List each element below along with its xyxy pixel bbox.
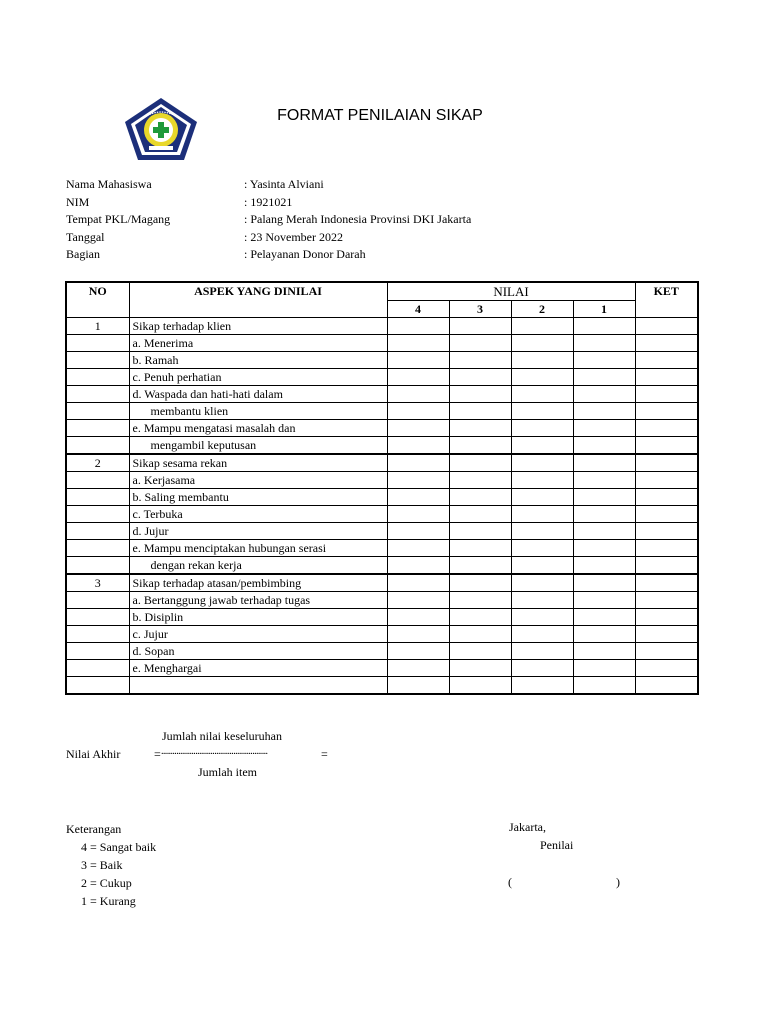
col-header-nilai: NILAI	[387, 282, 635, 301]
ket-cell	[635, 472, 698, 489]
score-cell	[573, 318, 635, 335]
score-cell	[449, 335, 511, 352]
score-cell	[573, 352, 635, 369]
table-row	[66, 420, 698, 437]
table-row	[66, 592, 698, 609]
row-number	[66, 420, 129, 437]
score-cell	[511, 335, 573, 352]
table-row	[66, 574, 698, 592]
table-row	[66, 660, 698, 677]
info-label: Tanggal	[66, 229, 105, 244]
ket-cell	[635, 677, 698, 695]
score-cell	[449, 643, 511, 660]
ket-cell	[635, 557, 698, 575]
ket-cell	[635, 660, 698, 677]
formula-equals: =	[154, 747, 161, 761]
ket-cell	[635, 506, 698, 523]
row-number	[66, 437, 129, 455]
score-cell	[449, 352, 511, 369]
ket-cell	[635, 454, 698, 472]
legend-item: 2 = Cukup	[81, 876, 132, 890]
row-number	[66, 540, 129, 557]
row-number	[66, 489, 129, 506]
score-cell	[387, 472, 449, 489]
score-cell	[387, 420, 449, 437]
info-value: : Palang Merah Indonesia Provinsi DKI Jakarta	[244, 212, 472, 226]
score-cell	[573, 677, 635, 695]
score-cell	[387, 318, 449, 335]
table-row	[66, 540, 698, 557]
aspect-text: a. Kerjasama	[129, 472, 387, 489]
score-cell	[449, 420, 511, 437]
score-cell	[511, 420, 573, 437]
row-number	[66, 626, 129, 643]
table-row	[66, 386, 698, 403]
col-header-aspek: ASPEK YANG DINILAI	[129, 282, 387, 318]
row-number	[66, 403, 129, 420]
score-cell	[387, 386, 449, 403]
score-cell	[449, 386, 511, 403]
score-cell	[449, 660, 511, 677]
score-cell	[387, 335, 449, 352]
score-header: 4	[387, 301, 449, 318]
table-row	[66, 437, 698, 455]
table-row	[66, 318, 698, 335]
ket-cell	[635, 523, 698, 540]
score-cell	[511, 352, 573, 369]
score-cell	[449, 523, 511, 540]
aspect-text: b. Ramah	[129, 352, 387, 369]
score-cell	[511, 609, 573, 626]
legend-item: 3 = Baik	[81, 858, 123, 872]
page-title: FORMAT PENILAIAN SIKAP	[277, 107, 483, 124]
aspect-text: b. Disiplin	[129, 609, 387, 626]
score-cell	[449, 318, 511, 335]
score-cell	[449, 609, 511, 626]
score-cell	[573, 437, 635, 455]
aspect-text: c. Terbuka	[129, 506, 387, 523]
score-cell	[573, 574, 635, 592]
aspect-text: d. Sopan	[129, 643, 387, 660]
score-cell	[573, 472, 635, 489]
student-info	[66, 176, 666, 264]
score-cell	[387, 660, 449, 677]
signature-close-paren: )	[616, 875, 620, 889]
score-cell	[449, 677, 511, 695]
score-header: 2	[511, 301, 573, 318]
score-cell	[511, 626, 573, 643]
table-row	[66, 643, 698, 660]
aspect-text: c. Penuh perhatian	[129, 369, 387, 386]
ket-cell	[635, 352, 698, 369]
row-number	[66, 472, 129, 489]
score-cell	[511, 540, 573, 557]
score-cell	[387, 489, 449, 506]
info-value: : Yasinta Alviani	[244, 177, 324, 191]
legend	[66, 820, 156, 910]
score-cell	[511, 660, 573, 677]
score-cell	[511, 506, 573, 523]
row-number: 1	[66, 318, 129, 335]
score-cell	[573, 592, 635, 609]
formula-numerator: Jumlah nilai keseluruhan	[162, 729, 282, 743]
score-cell	[511, 403, 573, 420]
score-cell	[511, 369, 573, 386]
score-cell	[449, 626, 511, 643]
score-cell	[573, 369, 635, 386]
score-cell	[387, 574, 449, 592]
signature-role: Penilai	[540, 838, 574, 852]
aspect-text: Sikap terhadap atasan/pembimbing	[129, 574, 387, 592]
score-cell	[573, 626, 635, 643]
ket-cell	[635, 437, 698, 455]
ket-cell	[635, 386, 698, 403]
aspect-text: a. Menerima	[129, 335, 387, 352]
score-header: 1	[573, 301, 635, 318]
ket-cell	[635, 335, 698, 352]
ket-cell	[635, 403, 698, 420]
row-number	[66, 643, 129, 660]
ket-cell	[635, 318, 698, 335]
score-cell	[511, 677, 573, 695]
ket-cell	[635, 369, 698, 386]
info-row	[66, 229, 666, 247]
score-cell	[573, 454, 635, 472]
score-cell	[387, 437, 449, 455]
score-cell	[511, 574, 573, 592]
score-cell	[573, 403, 635, 420]
ket-cell	[635, 574, 698, 592]
score-cell	[387, 369, 449, 386]
info-value: : 23 November 2022	[244, 229, 343, 244]
score-cell	[573, 643, 635, 660]
score-cell	[511, 454, 573, 472]
score-cell	[449, 437, 511, 455]
ket-cell	[635, 609, 698, 626]
score-cell	[573, 386, 635, 403]
signature-open-paren: (	[508, 875, 512, 889]
row-number	[66, 506, 129, 523]
score-cell	[511, 643, 573, 660]
score-cell	[449, 557, 511, 575]
table-row	[66, 506, 698, 523]
score-cell	[449, 472, 511, 489]
score-cell	[573, 420, 635, 437]
score-cell	[573, 609, 635, 626]
table-row	[66, 489, 698, 506]
aspect-text: c. Jujur	[129, 626, 387, 643]
aspect-text: e. Mampu menciptakan hubungan serasi	[129, 540, 387, 557]
score-cell	[387, 523, 449, 540]
score-cell	[511, 592, 573, 609]
aspect-text: e. Mampu mengatasi masalah dan	[129, 420, 387, 437]
score-cell	[449, 540, 511, 557]
score-cell	[573, 506, 635, 523]
row-number	[66, 369, 129, 386]
score-cell	[387, 403, 449, 420]
row-number	[66, 592, 129, 609]
info-value: : 1921021	[244, 194, 293, 209]
score-cell	[387, 352, 449, 369]
col-header-ket: KET	[635, 282, 698, 318]
table-row	[66, 403, 698, 420]
score-cell	[511, 437, 573, 455]
table-row	[66, 677, 698, 695]
score-header: 3	[449, 301, 511, 318]
institution-logo	[123, 96, 199, 162]
score-cell	[573, 489, 635, 506]
info-row	[66, 246, 666, 264]
table-row	[66, 335, 698, 352]
score-cell	[449, 506, 511, 523]
info-row	[66, 176, 666, 194]
row-number	[66, 335, 129, 352]
score-cell	[511, 489, 573, 506]
legend-item: 4 = Sangat baik	[81, 840, 157, 854]
aspect-text: b. Saling membantu	[129, 489, 387, 506]
ket-cell	[635, 540, 698, 557]
aspect-text: Sikap sesama rekan	[129, 454, 387, 472]
info-value: : Pelayanan Donor Darah	[244, 247, 366, 261]
score-cell	[449, 369, 511, 386]
score-cell	[511, 386, 573, 403]
score-cell	[449, 574, 511, 592]
formula-fraction-line: ........................................................	[161, 746, 268, 757]
score-cell	[387, 506, 449, 523]
score-cell	[573, 523, 635, 540]
aspect-text: a. Bertanggung jawab terhadap tugas	[129, 592, 387, 609]
formula-denominator: Jumlah item	[198, 765, 257, 779]
table-row	[66, 472, 698, 489]
score-cell	[387, 540, 449, 557]
ket-cell	[635, 420, 698, 437]
score-cell	[511, 523, 573, 540]
score-cell	[387, 643, 449, 660]
score-cell	[449, 403, 511, 420]
table-row	[66, 557, 698, 575]
row-number	[66, 677, 129, 695]
score-cell	[449, 592, 511, 609]
aspect-text	[129, 677, 387, 695]
table-row	[66, 609, 698, 626]
info-row	[66, 194, 666, 212]
aspect-text: dengan rekan kerja	[129, 557, 387, 575]
ket-cell	[635, 643, 698, 660]
score-cell	[387, 677, 449, 695]
score-cell	[573, 335, 635, 352]
score-cell	[387, 592, 449, 609]
score-cell	[449, 454, 511, 472]
aspect-text: d. Waspada dan hati-hati dalam	[129, 386, 387, 403]
row-number: 2	[66, 454, 129, 472]
score-cell	[387, 609, 449, 626]
ket-cell	[635, 592, 698, 609]
row-number	[66, 386, 129, 403]
ket-cell	[635, 489, 698, 506]
signature-place: Jakarta,	[509, 820, 546, 834]
score-cell	[511, 472, 573, 489]
assessment-table	[65, 281, 699, 695]
row-number	[66, 523, 129, 540]
aspect-text: membantu klien	[129, 403, 387, 420]
aspect-text: Sikap terhadap klien	[129, 318, 387, 335]
info-label: NIM	[66, 194, 90, 209]
formula-equals: =	[321, 747, 328, 761]
aspect-text: d. Jujur	[129, 523, 387, 540]
score-cell	[511, 318, 573, 335]
info-label: Tempat PKL/Magang	[66, 212, 171, 226]
score-cell	[387, 626, 449, 643]
aspect-text: e. Menghargai	[129, 660, 387, 677]
info-row	[66, 211, 666, 229]
row-number	[66, 352, 129, 369]
score-cell	[449, 489, 511, 506]
score-cell	[387, 557, 449, 575]
formula-label: Nilai Akhir	[66, 747, 121, 761]
table-row	[66, 369, 698, 386]
score-cell	[511, 557, 573, 575]
aspect-text: mengambil keputusan	[129, 437, 387, 455]
ket-cell	[635, 626, 698, 643]
score-cell	[573, 660, 635, 677]
score-cell	[573, 557, 635, 575]
table-row	[66, 523, 698, 540]
score-cell	[387, 454, 449, 472]
table-row	[66, 454, 698, 472]
table-body	[66, 318, 698, 695]
row-number: 3	[66, 574, 129, 592]
col-header-no: NO	[66, 282, 129, 318]
info-label: Bagian	[66, 247, 100, 261]
legend-item: 1 = Kurang	[81, 894, 136, 908]
row-number	[66, 557, 129, 575]
row-number	[66, 660, 129, 677]
legend-title: Keterangan	[66, 822, 122, 836]
row-number	[66, 609, 129, 626]
info-label: Nama Mahasiswa	[66, 177, 152, 191]
table-row	[66, 352, 698, 369]
table-row	[66, 626, 698, 643]
score-cell	[573, 540, 635, 557]
